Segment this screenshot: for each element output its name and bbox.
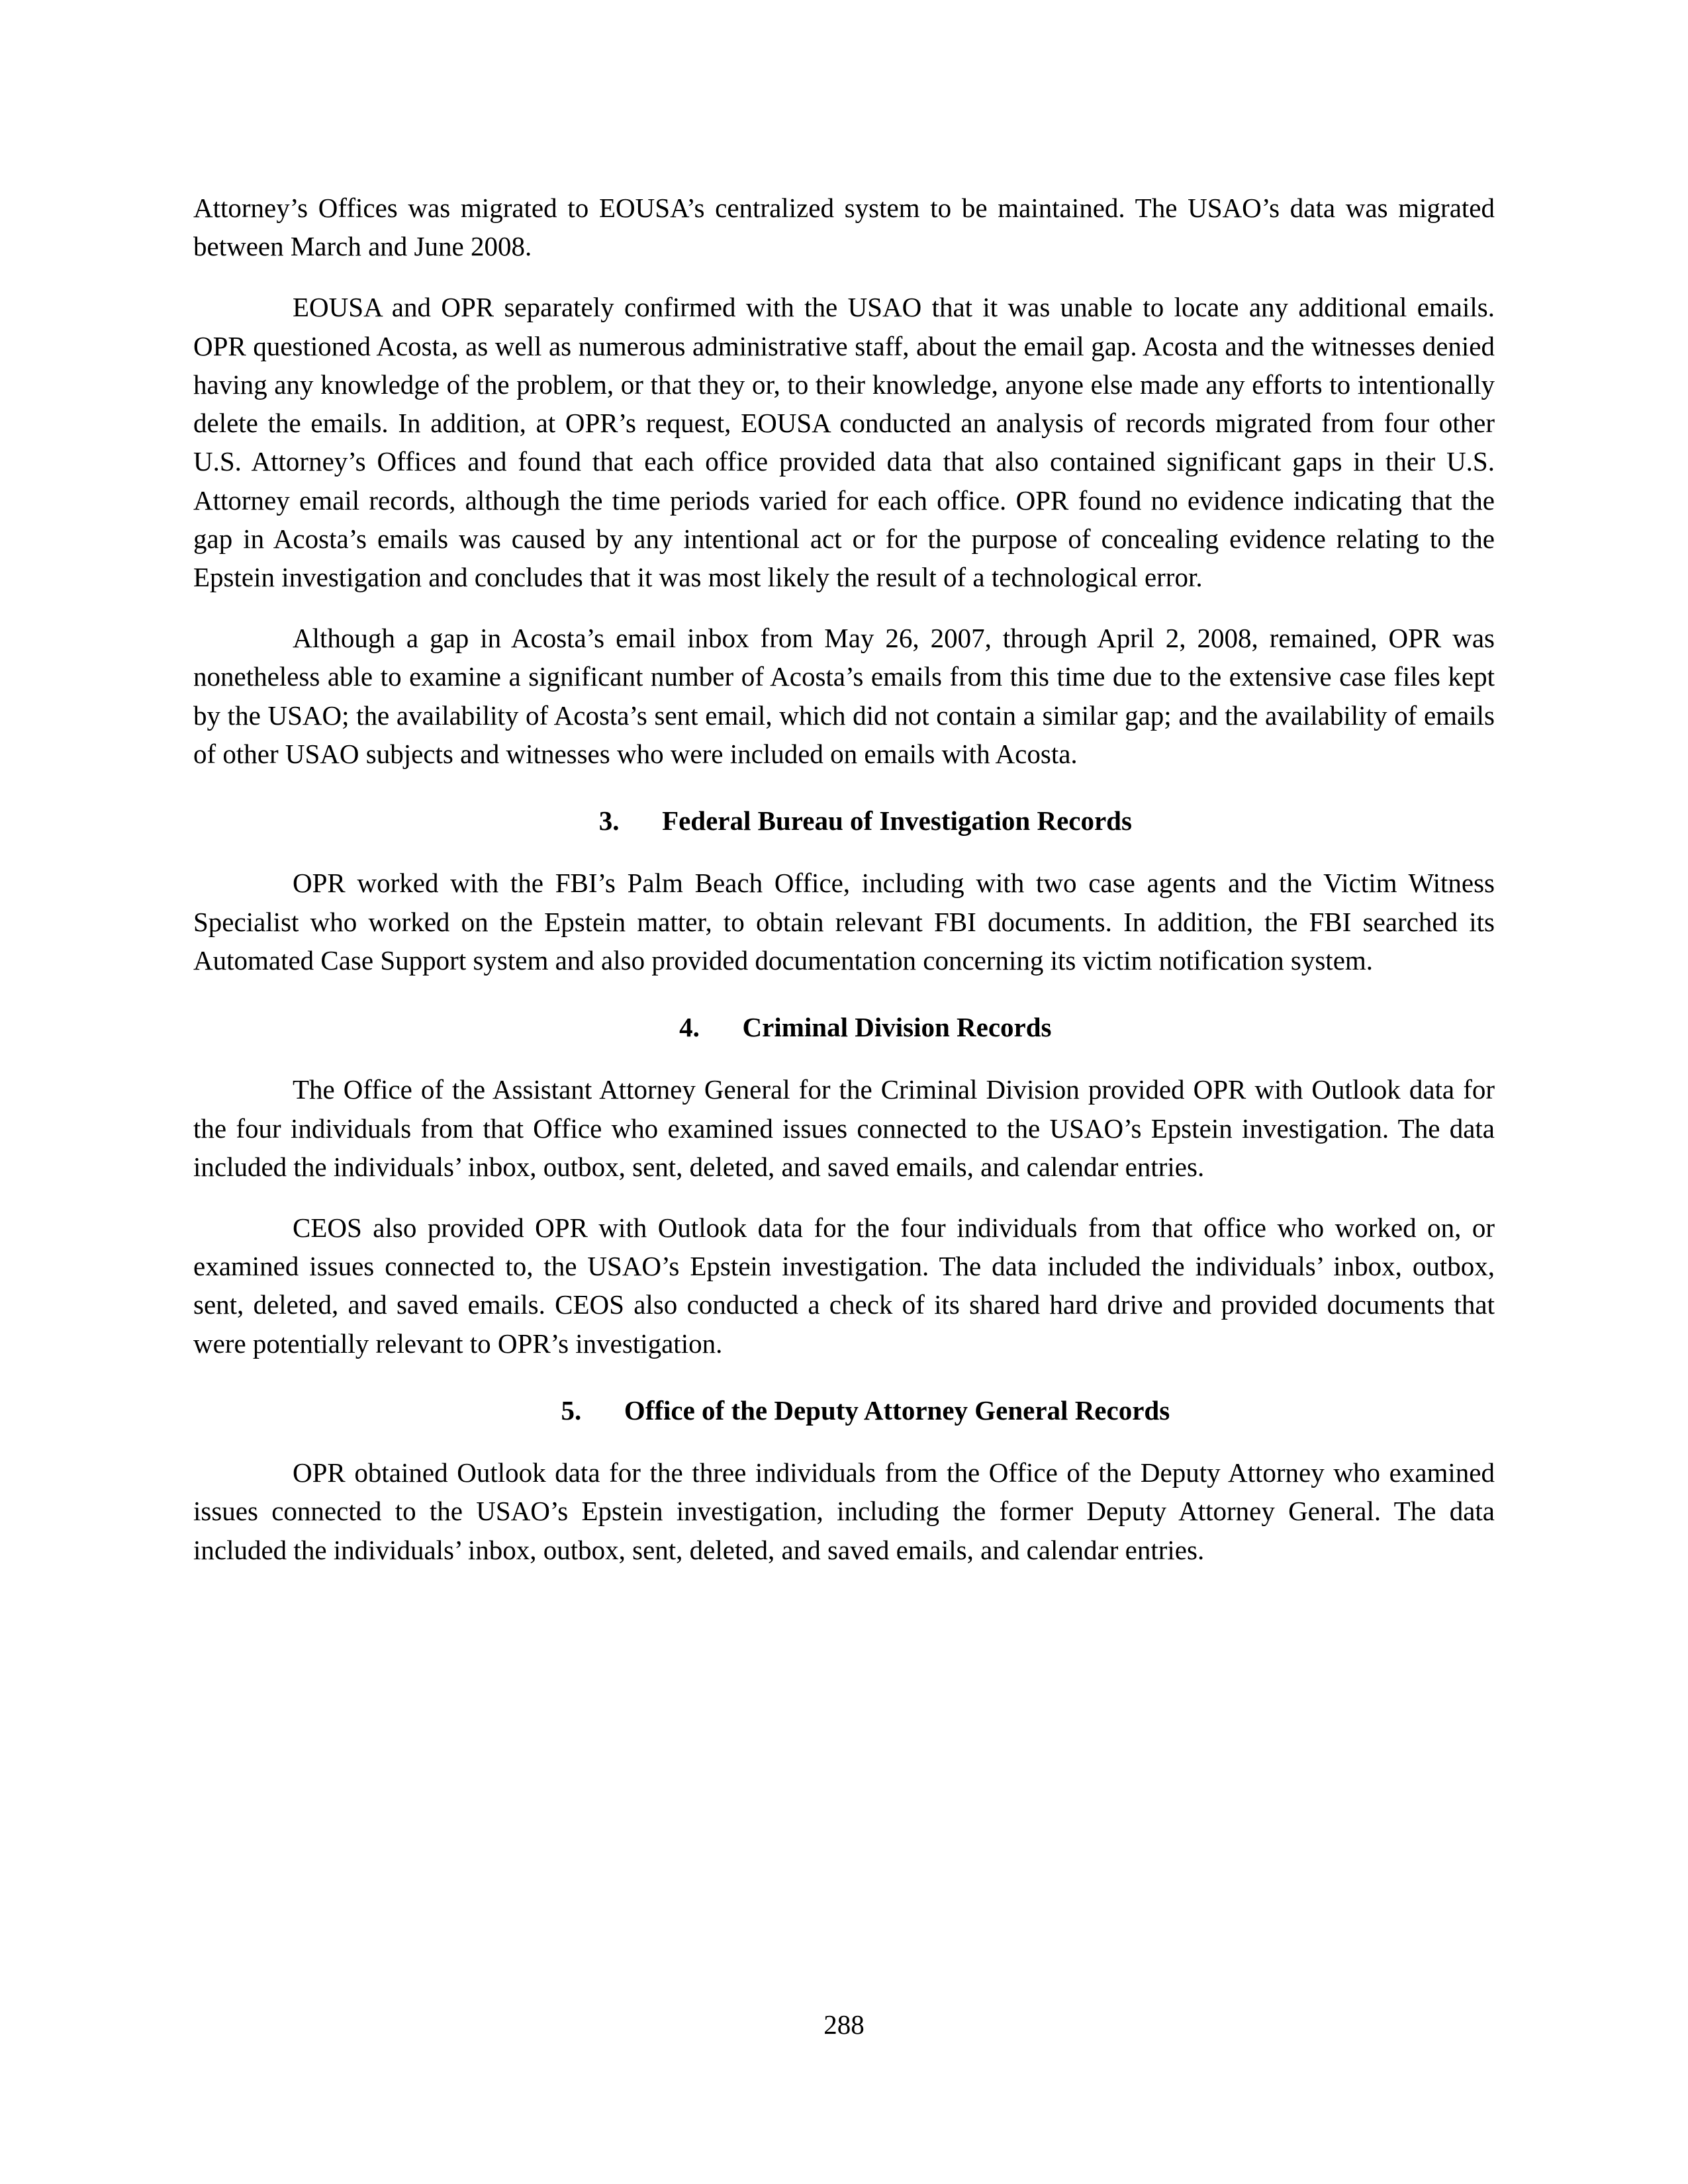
heading-4-number: 4. [679,1012,700,1043]
heading-3-title: Federal Bureau of Investigation Records [662,805,1132,837]
heading-5-inner [518,1393,1170,1428]
paragraph-criminal-division-outlook: The Office of the Assistant Attorney General for the Criminal Division provided OPR with Outlook data for the four individuals from that Office who examined issues connected to the USAO’s Epstein investigation. The data included the individuals’ inbox, outbox, sent, deleted, and saved emails, and calendar entries. [193,1074,1495,1182]
paragraph-fbi-records: OPR worked with the FBI’s Palm Beach Office, including with two case agents and the Victim Witness Specialist who worked on the Epstein matter, to obtain relevant FBI documents. In addition, the FBI searched its Automated Case Support system and also provided documentation concerning its victim notification system. [193,868,1495,976]
paragraph-ceos-outlook: CEOS also provided OPR with Outlook data for the four individuals from that office who worked on, or examined issues connected to, the USAO’s Epstein investigation. The data included the individuals’ inbox, outbox, sent, deleted, and saved emails. CEOS also conducted a check of its shared hard drive and provided documents that were potentially relevant to OPR’s investigation. [193,1212,1495,1359]
paragraph-eousa-opr-confirmation: EOUSA and OPR separately confirmed with the USAO that it was unable to locate any additional emails. OPR questioned Acosta, as well as numerous administrative staff, about the email gap. Acosta and the witnesses denied having any knowledge of the problem, or that they or, to their knowledge, anyone else made any efforts to intentionally delete the emails. In addition, at OPR’s request, EOUSA conducted an analysis of records migrated from four other U.S. Attorney’s Offices and found that each office provided data that also contained significant gaps in their U.S. Attorney email records, although the time periods varied for each office. OPR found no evidence indicating that the gap in Acosta’s emails was caused by any intentional act or for the purpose of concealing evidence relating to the Epstein investigation and concludes that it was most likely the result of a technological error. [193,292,1495,592]
section-heading-4 [193,1010,1495,1045]
heading-5-number: 5. [561,1394,582,1426]
heading-5-row [193,1393,1495,1428]
paragraph-odag-records: OPR obtained Outlook data for the three individuals from the Office of the Deputy Attorney who examined issues connected to the USAO’s Epstein investigation, including the former Deputy Attorney General. The data included the individuals’ inbox, outbox, sent, deleted, and saved emails, and calendar entries. [193,1457,1495,1565]
paragraph-email-gap-analysis: Although a gap in Acosta’s email inbox from May 26, 2007, through April 2, 2008, remained, OPR was nonetheless able to examine a significant number of Acosta’s emails from this time due to the extensive case files kept by the USAO; the availability of Acosta’s sent email, which did not contain a similar gap; and the availability of emails of other USAO subjects and witnesses who were included on emails with Acosta. [193,623,1495,769]
heading-3-row [193,803,1495,839]
heading-4-inner [637,1010,1052,1045]
section-heading-5 [193,1393,1495,1428]
heading-4-title: Criminal Division Records [742,1012,1052,1043]
heading-3-inner [556,803,1132,839]
page-number: 288 [823,2009,865,2040]
heading-3-number: 3. [598,805,620,837]
paragraph-continued: Attorney’s Offices was migrated to EOUSA’s centralized system to be maintained. The USAO’s data was migrated between March and June 2008. [193,193,1495,262]
heading-5-title: Office of the Deputy Attorney General Records [624,1394,1170,1426]
page-body [193,189,1495,1569]
heading-4-row [193,1010,1495,1045]
section-heading-3 [193,803,1495,839]
